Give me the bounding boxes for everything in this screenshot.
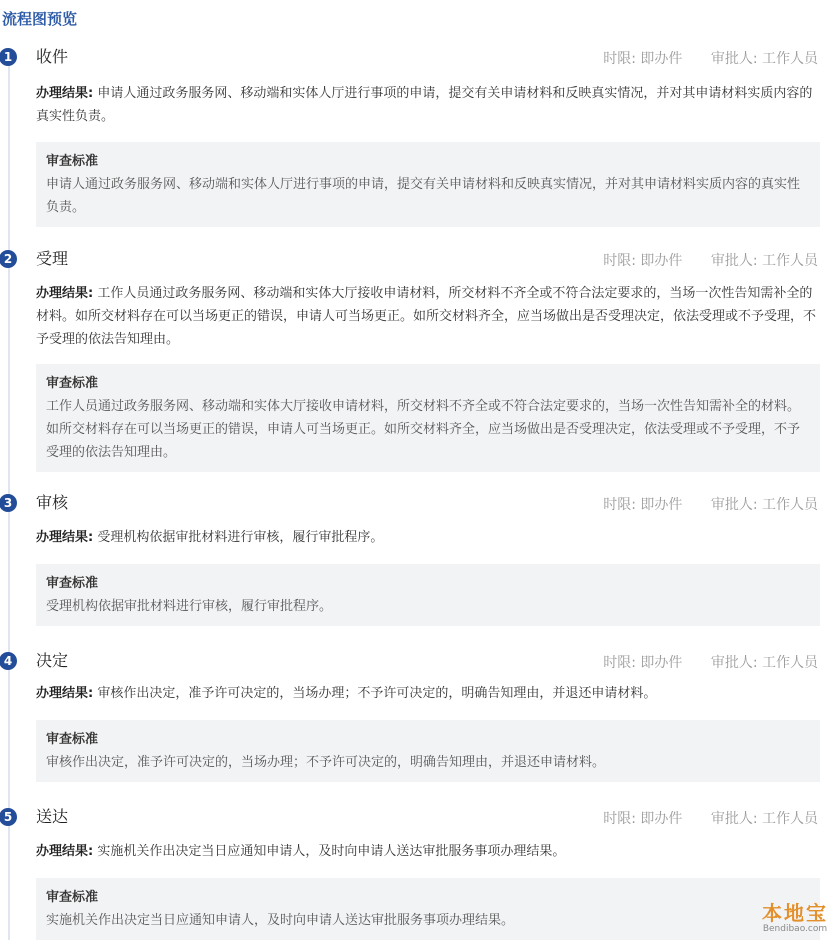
review-box (36, 564, 820, 626)
review-content: 工作人员通过政务服务网、移动端和实体大厅接收申请材料，所交材料不齐全或不符合法定要求的，当场一次性告知需补全的材料。如所交材料存在可以当场更正的错误，申请人可当场更正。如所交材料齐全，应当场做出是否受理决定，依法受理或不予受理，不予受理的依法告知理由。 (46, 399, 801, 460)
step-number-badge: 2 (0, 250, 17, 268)
time-limit: 时限: 即办件 (603, 497, 683, 513)
step-number-badge: 3 (0, 494, 17, 512)
result-label: 办理结果: (36, 686, 94, 701)
result-content: 审核作出决定，准予许可决定的，当场办理；不予许可决定的，明确告知理由，并退还申请材料。 (97, 686, 657, 701)
review-content: 实施机关作出决定当日应通知申请人，及时向申请人送达审批服务事项办理结果。 (46, 913, 515, 928)
result-text (36, 526, 820, 549)
result-label: 办理结果: (36, 286, 94, 301)
step-1 (0, 46, 840, 215)
review-box (36, 364, 820, 472)
step-2 (0, 248, 840, 460)
approver: 审批人: 工作人员 (710, 655, 818, 671)
result-text (36, 840, 820, 863)
review-title: 审查标准 (46, 576, 99, 591)
step-meta (579, 48, 818, 68)
step-number-badge: 5 (0, 808, 17, 826)
review-title: 审查标准 (46, 732, 99, 747)
result-content: 受理机构依据审批材料进行审核，履行审批程序。 (97, 530, 384, 545)
result-content: 申请人通过政务服务网、移动端和实体人厅进行事项的申请，提交有关申请材料和反映真实情况，并对其申请材料实质内容的真实性负责。 (36, 86, 813, 124)
review-box (36, 720, 820, 782)
step-number-badge: 1 (0, 48, 17, 66)
result-label: 办理结果: (36, 530, 94, 545)
step-3 (0, 492, 840, 614)
step-name: 受理 (36, 249, 69, 268)
review-box (36, 878, 820, 940)
review-content: 申请人通过政务服务网、移动端和实体人厅进行事项的申请，提交有关申请材料和反映真实情况，并对其申请材料实质内容的真实性负责。 (46, 177, 801, 215)
watermark-main: 本地宝 (762, 901, 828, 925)
watermark-logo (762, 897, 828, 934)
result-text (36, 82, 820, 128)
result-text (36, 282, 820, 351)
time-limit: 时限: 即办件 (603, 655, 683, 671)
watermark-sub: Bendibao.com (762, 924, 828, 934)
review-box (36, 142, 820, 227)
step-number-badge: 4 (0, 652, 17, 670)
result-label: 办理结果: (36, 844, 94, 859)
step-name: 审核 (36, 493, 69, 512)
step-meta (579, 808, 818, 828)
review-title: 审查标准 (46, 376, 99, 391)
review-content: 审核作出决定，准予许可决定的，当场办理；不予许可决定的，明确告知理由，并退还申请材料。 (46, 755, 606, 770)
review-title: 审查标准 (46, 154, 99, 169)
step-name: 决定 (36, 651, 69, 670)
time-limit: 时限: 即办件 (603, 253, 683, 269)
step-4 (0, 650, 840, 770)
step-meta (579, 652, 818, 672)
time-limit: 时限: 即办件 (603, 51, 683, 67)
review-title: 审查标准 (46, 890, 99, 905)
approver: 审批人: 工作人员 (710, 253, 818, 269)
step-name: 送达 (36, 807, 69, 826)
result-content: 工作人员通过政务服务网、移动端和实体大厅接收申请材料，所交材料不齐全或不符合法定要求的，当场一次性告知需补全的材料。如所交材料存在可以当场更正的错误，申请人可当场更正。如所交材料齐全，应当场做出是否受理决定，依法受理或不予受理，不予受理的依法告知理由。 (36, 286, 817, 347)
result-label: 办理结果: (36, 86, 94, 101)
review-content: 受理机构依据审批材料进行审核，履行审批程序。 (46, 599, 333, 614)
approver: 审批人: 工作人员 (710, 811, 818, 827)
time-limit: 时限: 即办件 (603, 811, 683, 827)
approver: 审批人: 工作人员 (710, 51, 818, 67)
step-name: 收件 (36, 47, 69, 66)
result-text (36, 682, 820, 705)
step-meta (579, 250, 818, 270)
result-content: 实施机关作出决定当日应通知申请人，及时向申请人送达审批服务事项办理结果。 (97, 844, 566, 859)
step-meta (579, 494, 818, 514)
page-title: 流程图预览 (2, 10, 78, 28)
approver: 审批人: 工作人员 (710, 497, 818, 513)
